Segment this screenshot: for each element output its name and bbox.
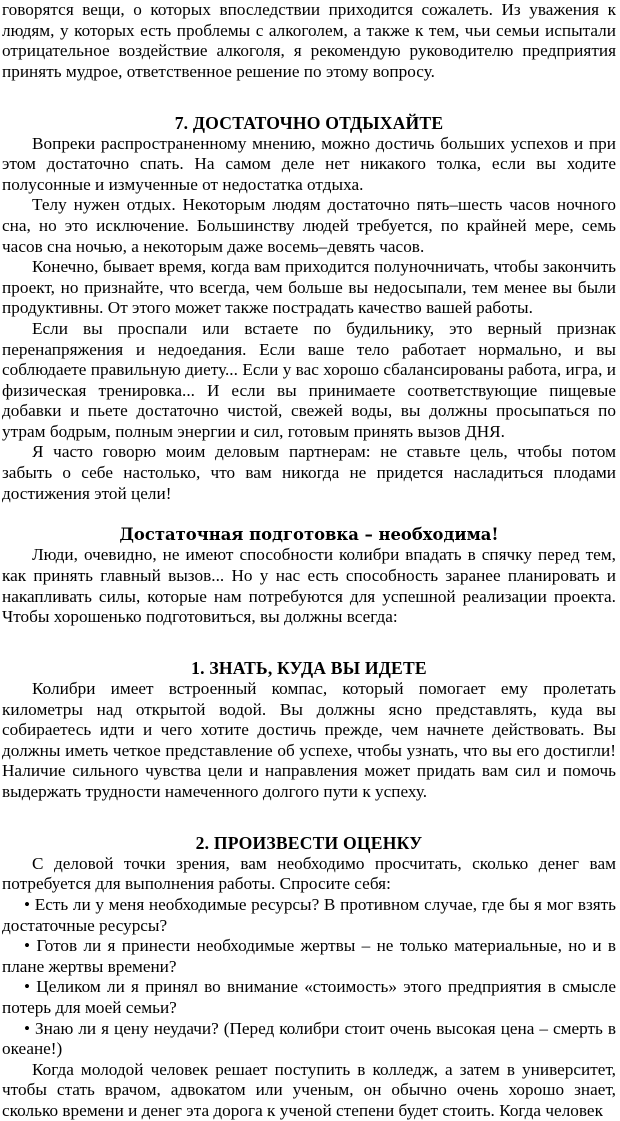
- paragraph-prep-1: Люди, очевидно, не имеют способности колибри впадать в спячку перед тем, как принять главный вызов... Но у нас есть способность заранее планировать и накапливать силы, которые нам потребуются для успешной реализации проекта. Чтобы хорошенько подготовиться, вы должны всегда:: [2, 545, 616, 627]
- section-heading-1: 1. ЗНАТЬ, КУДА ВЫ ИДЕТЕ: [191, 658, 427, 679]
- bullet-item: • Целиком ли я принял во внимание «стоимость» этого предприятия в смысле потерь для моей семьи?: [2, 977, 616, 1017]
- section-heading-7: 7. ДОСТАТОЧНО ОТДЫХАЙТЕ: [174, 112, 444, 133]
- paragraph-7-2: Телу нужен отдых. Некоторым людям достаточно пять–шесть часов ночного сна, но это исключение. Большинству людей требуется, по крайней мере, семь часов сна ночью, а некоторым даже восемь–девять часов.: [2, 195, 616, 256]
- spacer-before-heading-2: [2, 803, 616, 824]
- section-heading-2: 2. ПРОИЗВЕСТИ ОЦЕНКУ: [195, 833, 423, 854]
- subsection-heading-preparation: Достаточная подготовка – необходима!: [119, 524, 499, 544]
- paragraph-1-1: Колибри имеет встроенный компас, который помогает ему пролетать километры над открытой водой. Вы должны ясно представлять, куда вы собираетесь идти и чего хотите достичь прежде, чем начнете действовать. Вы должны иметь четкое представление об успехе, чтобы узнать, что вы его достигли! Наличие сильного чувства цели и направления может придать вам сил и помочь выдержать трудности намеченного долгого пути к успеху.: [2, 679, 616, 801]
- paragraph-7-3: Конечно, бывает время, когда вам приходится полуночничать, чтобы закончить проект, но признайте, что всегда, чем больше вы недосыпали, тем менее вы были продуктивны. От этого может также пострадать качество вашей работы.: [2, 257, 616, 318]
- spacer-before-heading-1: [2, 628, 616, 649]
- spacer-before-heading-2-extra: [2, 823, 616, 833]
- paragraph-2-1: С деловой точки зрения, вам необходимо просчитать, сколько денег вам потребуется для выполнения работы. Спросите себя:: [2, 853, 616, 894]
- bullet-item: • Есть ли у меня необходимые ресурсы? В противном случае, где бы я мог взять достаточные ресурсы?: [2, 894, 616, 935]
- spacer-before-prep-heading: [2, 504, 616, 525]
- paragraph-7-5: Я часто говорю моим деловым партнерам: не ставьте цель, чтобы потом забыть о себе настолько, что вам никогда не придется насладиться плодами достижения этой цели!: [2, 442, 616, 503]
- paragraph-7-4: Если вы проспали или встаете по будильнику, это верный признак перенапряжения и недоедания. Если ваше тело работает нормально, и вы соблюдаете правильную диету... Если у вас хорошо сбалансированы работа, игра, и физическая тренировка... И если вы принимаете соответствующие пищевые добавки и пьете достаточно чистой, свежей воды, вы должны просыпаться по утрам бодрым, полным энергии и сил, готовым принять вызов ДНЯ.: [2, 318, 616, 441]
- paragraph-spacer: [2, 82, 616, 103]
- paragraph-2-2: Когда молодой человек решает поступить в колледж, а затем в университет, чтобы стать врачом, адвокатом или ученым, он обычно очень хорошо знает, сколько времени и денег эта дорога к ученой степени будет стоить. Когда человек: [2, 1059, 616, 1120]
- heading-spacer-top: [2, 103, 616, 113]
- spacer-before-heading-1-extra: [2, 648, 616, 658]
- bullet-item: • Готов ли я принести необходимые жертвы – не только материальные, но и в плане жертвы времени?: [2, 936, 616, 976]
- bullet-item: • Знаю ли я цену неудачи? (Перед колибри стоит очень высокая цена – смерть в океане!): [2, 1018, 616, 1059]
- paragraph-7-1: Вопреки распространенному мнению, можно достичь больших успехов и при этом достаточно спать. На самом деле нет никакого толка, если вы ходите полусонные и измученные от недостатка отдыха.: [2, 133, 616, 194]
- paragraph-intro: говорятся вещи, о которых впоследствии приходится сожалеть. Из уважения к людям, у которых есть проблемы с алкоголем, а также к тем, чьи семьи испытали отрицательное воздействие алкоголя, я рекомендую руководителю предприятия принять мудрое, ответственное решение по этому вопросу.: [2, 0, 616, 81]
